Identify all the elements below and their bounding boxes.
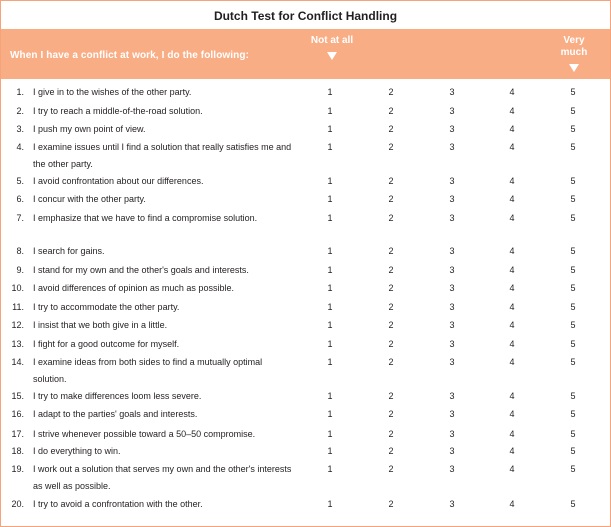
item-number: 4.: [16, 142, 24, 152]
item-number: 12.: [11, 320, 24, 330]
item-number: 14.: [11, 357, 24, 367]
rating-option[interactable]: 4: [509, 106, 515, 116]
rating-option[interactable]: 2: [388, 265, 394, 275]
rating-option[interactable]: 5: [570, 176, 576, 186]
scale-high-label: [549, 35, 599, 72]
rating-option[interactable]: 1: [327, 213, 333, 223]
rating-option[interactable]: 1: [327, 499, 333, 509]
rating-option[interactable]: 5: [570, 357, 576, 367]
item-statement: I insist that we both give in a little.: [33, 320, 168, 330]
rating-option[interactable]: 5: [570, 429, 576, 439]
item-number: 10.: [11, 283, 24, 293]
rating-option[interactable]: 3: [449, 499, 455, 509]
item-statement: I work out a solution that serves my own and the other's interests as well as possible.: [33, 464, 292, 491]
down-triangle-icon: [569, 64, 579, 72]
rating-option[interactable]: 4: [509, 194, 515, 204]
rating-option[interactable]: 2: [388, 429, 394, 439]
item-statement: I fight for a good outcome for myself.: [33, 339, 180, 349]
rating-option[interactable]: 1: [327, 194, 333, 204]
down-triangle-icon: [327, 52, 337, 60]
rating-option[interactable]: 4: [509, 87, 515, 97]
item-statement: I search for gains.: [33, 246, 105, 256]
rating-option[interactable]: 4: [509, 283, 515, 293]
item-number: 9.: [16, 265, 24, 275]
rating-option[interactable]: 2: [388, 446, 394, 456]
rating-option[interactable]: 3: [449, 464, 455, 474]
rating-option[interactable]: 3: [449, 142, 455, 152]
rating-option[interactable]: 5: [570, 320, 576, 330]
rating-option[interactable]: 2: [388, 409, 394, 419]
rating-option[interactable]: 3: [449, 302, 455, 312]
rating-option[interactable]: 4: [509, 124, 515, 134]
rating-option[interactable]: 3: [449, 283, 455, 293]
rating-option[interactable]: 3: [449, 320, 455, 330]
rating-option[interactable]: 1: [327, 446, 333, 456]
rating-option[interactable]: 5: [570, 265, 576, 275]
rating-option[interactable]: 1: [327, 106, 333, 116]
rating-option[interactable]: 3: [449, 213, 455, 223]
rating-option[interactable]: 1: [327, 357, 333, 367]
rating-option[interactable]: 3: [449, 357, 455, 367]
item-number: 6.: [16, 194, 24, 204]
item-number: 11.: [12, 302, 24, 312]
item-statement: I examine issues until I find a solution that really satisfies me and the other party.: [33, 142, 292, 169]
rating-option[interactable]: 1: [327, 391, 333, 401]
rating-option[interactable]: 5: [570, 499, 576, 509]
rating-option[interactable]: 2: [388, 176, 394, 186]
rating-option[interactable]: 5: [570, 391, 576, 401]
page-title: Dutch Test for Conflict Handling: [213, 9, 398, 23]
item-number: 15.: [11, 391, 24, 401]
rating-option[interactable]: 3: [449, 106, 455, 116]
rating-option[interactable]: 4: [509, 339, 515, 349]
rating-option[interactable]: 4: [509, 265, 515, 275]
rating-option[interactable]: 2: [388, 499, 394, 509]
item-statement: I strive whenever possible toward a 50–50 compromise.: [33, 429, 256, 439]
rating-option[interactable]: 3: [449, 391, 455, 401]
rating-option[interactable]: 2: [388, 339, 394, 349]
rating-option[interactable]: 4: [509, 499, 515, 509]
rating-option[interactable]: 2: [388, 302, 394, 312]
rating-option[interactable]: 1: [327, 409, 333, 419]
rating-option[interactable]: 5: [570, 339, 576, 349]
item-number: 19.: [11, 464, 24, 474]
item-number: 5.: [16, 176, 24, 186]
rating-option[interactable]: 2: [388, 106, 394, 116]
item-statement: I try to reach a middle-of-the-road solution.: [33, 106, 203, 116]
item-number: 1.: [16, 87, 24, 97]
rating-option[interactable]: 2: [388, 142, 394, 152]
item-number: 20.: [11, 499, 24, 509]
item-statement: I avoid confrontation about our differences.: [33, 176, 204, 186]
rating-option[interactable]: 4: [509, 320, 515, 330]
rating-option[interactable]: 5: [570, 409, 576, 419]
rating-option[interactable]: 5: [570, 87, 576, 97]
rating-option[interactable]: 3: [449, 246, 455, 256]
rating-option[interactable]: 2: [388, 391, 394, 401]
rating-option[interactable]: 4: [509, 391, 515, 401]
scale-high-text: Very much: [560, 35, 588, 58]
rating-option[interactable]: 4: [509, 142, 515, 152]
rating-option[interactable]: 4: [509, 302, 515, 312]
rating-option[interactable]: 5: [570, 142, 576, 152]
item-statement: I concur with the other party.: [33, 194, 146, 204]
rating-option[interactable]: 4: [509, 213, 515, 223]
rating-option[interactable]: 2: [388, 464, 394, 474]
rating-option[interactable]: 1: [327, 246, 333, 256]
rating-option[interactable]: 4: [509, 446, 515, 456]
rating-option[interactable]: 1: [327, 283, 333, 293]
header-prompt: When I have a conflict at work, I do the following:: [10, 50, 250, 61]
item-statement: I try to avoid a confrontation with the other.: [33, 499, 203, 509]
rating-option[interactable]: 3: [449, 446, 455, 456]
rating-option[interactable]: 5: [570, 106, 576, 116]
rating-option[interactable]: 1: [327, 142, 333, 152]
item-statement: I avoid differences of opinion as much as possible.: [33, 283, 234, 293]
rating-option[interactable]: 2: [388, 320, 394, 330]
rating-option[interactable]: 3: [449, 194, 455, 204]
rating-option[interactable]: 1: [327, 124, 333, 134]
item-statement: I give in to the wishes of the other party.: [33, 87, 192, 97]
rating-option[interactable]: 3: [449, 339, 455, 349]
item-number: 17.: [11, 429, 24, 439]
rating-option[interactable]: 1: [327, 265, 333, 275]
scale-low-label: [307, 35, 357, 60]
rating-option[interactable]: 1: [327, 176, 333, 186]
rating-option[interactable]: 1: [327, 429, 333, 439]
rating-option[interactable]: 2: [388, 246, 394, 256]
item-statement: I try to make differences loom less severe.: [33, 391, 202, 401]
rating-option[interactable]: 5: [570, 302, 576, 312]
rating-option[interactable]: 1: [327, 87, 333, 97]
item-statement: I try to accommodate the other party.: [33, 302, 180, 312]
item-statement: I emphasize that we have to find a compromise solution.: [33, 213, 258, 223]
rating-option[interactable]: 3: [449, 429, 455, 439]
item-number: 18.: [11, 446, 24, 456]
rating-option[interactable]: 5: [570, 194, 576, 204]
rating-option[interactable]: 5: [570, 283, 576, 293]
rating-option[interactable]: 5: [570, 124, 576, 134]
rating-option[interactable]: 1: [327, 320, 333, 330]
rating-option[interactable]: 2: [388, 213, 394, 223]
scale-low-text: Not at all: [310, 35, 354, 46]
rating-option[interactable]: 4: [509, 429, 515, 439]
rating-option[interactable]: 4: [509, 409, 515, 419]
rating-option[interactable]: 4: [509, 357, 515, 367]
rating-option[interactable]: 3: [449, 409, 455, 419]
rating-option[interactable]: 3: [449, 124, 455, 134]
item-number: 13.: [11, 339, 24, 349]
rating-option[interactable]: 2: [388, 87, 394, 97]
item-number: 2.: [16, 106, 24, 116]
rating-option[interactable]: 2: [388, 194, 394, 204]
rating-option[interactable]: 3: [449, 87, 455, 97]
table-header: [1, 29, 610, 79]
item-number: 8.: [16, 246, 24, 256]
rating-option[interactable]: 4: [509, 464, 515, 474]
rating-option[interactable]: 5: [570, 446, 576, 456]
rating-option[interactable]: 1: [327, 464, 333, 474]
rating-option[interactable]: 4: [509, 246, 515, 256]
rating-option[interactable]: 3: [449, 176, 455, 186]
rating-option[interactable]: 1: [327, 302, 333, 312]
rating-option[interactable]: 3: [449, 265, 455, 275]
item-number: 3.: [16, 124, 24, 134]
rating-option[interactable]: 5: [570, 464, 576, 474]
item-statement: I stand for my own and the other's goals and interests.: [33, 265, 249, 275]
item-statement: I push my own point of view.: [33, 124, 146, 134]
rating-option[interactable]: 1: [327, 339, 333, 349]
rating-option[interactable]: 2: [388, 357, 394, 367]
rating-option[interactable]: 5: [570, 246, 576, 256]
rating-option[interactable]: 2: [388, 283, 394, 293]
rating-option[interactable]: 4: [509, 176, 515, 186]
rating-option[interactable]: 5: [570, 213, 576, 223]
item-number: 16.: [11, 409, 24, 419]
item-statement: I do everything to win.: [33, 446, 121, 456]
item-number: 7.: [16, 213, 24, 223]
rating-option[interactable]: 2: [388, 124, 394, 134]
item-statement: I adapt to the parties' goals and interests.: [33, 409, 198, 419]
item-statement: I examine ideas from both sides to find a mutually optimal solution.: [33, 357, 263, 384]
